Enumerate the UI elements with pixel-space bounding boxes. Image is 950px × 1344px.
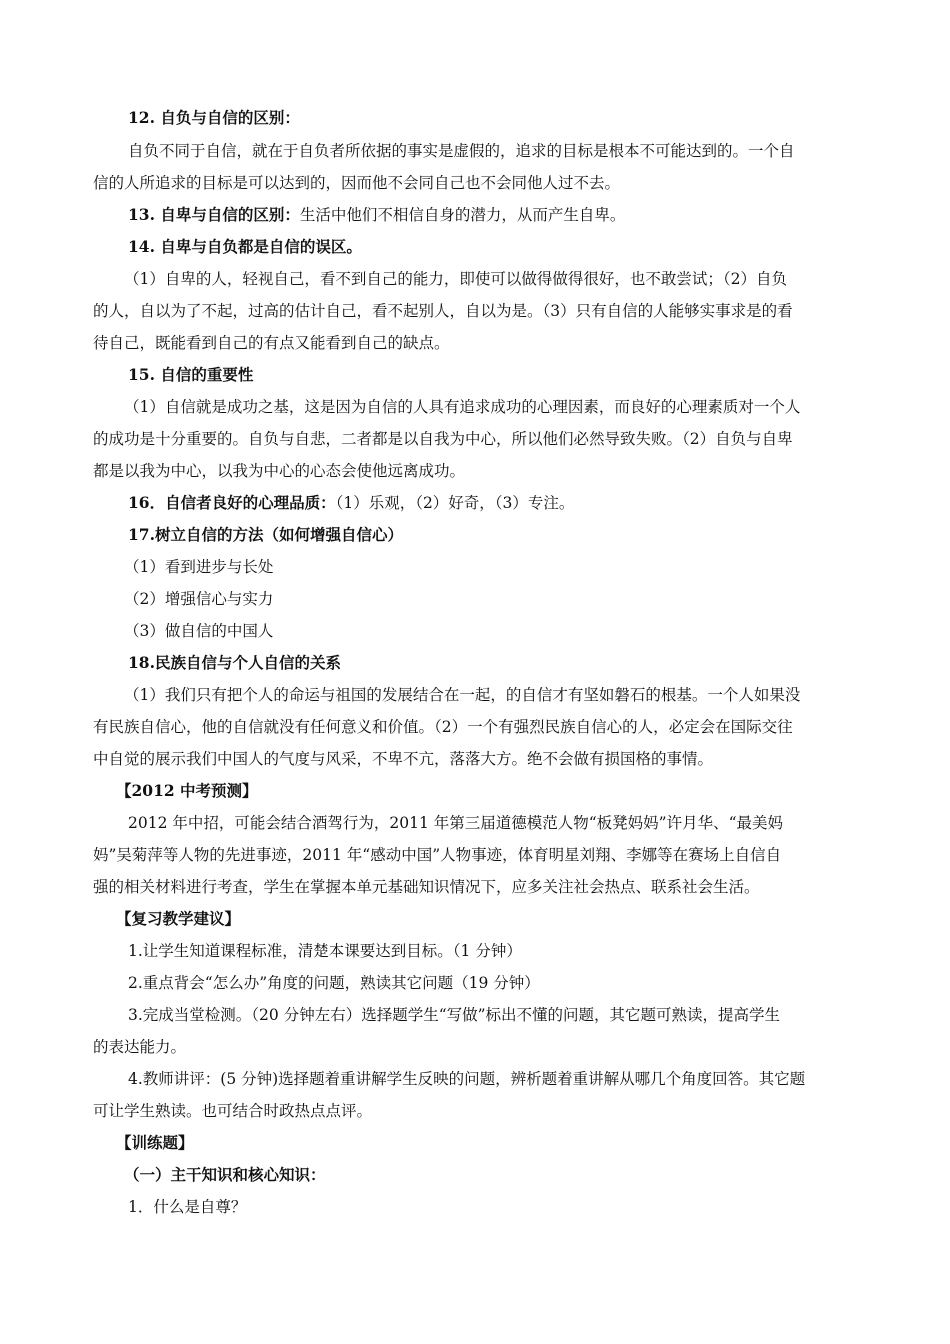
heading-16-text: （1）乐观，（2）好奇，（3）专注。: [335, 494, 575, 512]
heading-13: [128, 205, 625, 225]
section-heading-forecast: 【2012 中考预测】: [116, 781, 258, 800]
heading-18: 18.民族自信与个人自信的关系: [128, 653, 341, 672]
paragraph-line: （1）我们只有把个人的命运与祖国的发展结合在一起，的自信才有坚如磐石的根基。一个人如果没: [124, 686, 801, 704]
section-heading-exercises: 【训练题】: [116, 1133, 194, 1152]
heading-12: 12. 自负与自信的区别：: [128, 108, 300, 127]
paragraph-line: 待自己，既能看到自己的有点又能看到自己的缺点。: [93, 334, 450, 352]
paragraph-line: 自负不同于自信，就在于自负者所依据的事实是虚假的，追求的目标是根本不可能达到的。一个自: [128, 142, 795, 160]
heading-16: [128, 493, 574, 513]
section-heading-teaching: 【复习教学建议】: [116, 909, 241, 928]
paragraph-line: 有民族自信心，他的自信就没有任何意义和价值。（2）一个有强烈民族自信心的人，必定会在国际交往: [93, 718, 793, 736]
heading-14: 14. 自卑与自负都是自信的误区。: [128, 237, 362, 256]
list-item: 3.完成当堂检测。（20 分钟左右）选择题学生“写做”标出不懂的问题，其它题可熟读，提高学生: [128, 1006, 781, 1024]
paragraph-line: （1）自卑的人，轻视自己，看不到自己的能力，即使可以做得做得很好，也不敢尝试；（2）自负: [124, 270, 787, 288]
list-item: 2.重点背会“怎么办”角度的问题，熟读其它问题（19 分钟）: [128, 974, 540, 992]
list-item: （1）看到进步与长处: [124, 558, 274, 576]
paragraph-line: 2012 年中招，可能会结合酒驾行为，2011 年第三届道德模范人物“板凳妈妈”许月华、“最美妈: [128, 814, 784, 832]
paragraph-line: 妈”吴菊萍等人物的先进事迹，2011 年“感动中国”人物事迹，体育明星刘翔、李娜等在赛场上自信自: [93, 846, 782, 864]
paragraph-line: 可让学生熟读。也可结合时政热点点评。: [93, 1102, 373, 1120]
subsection-heading: （一）主干知识和核心知识：: [124, 1165, 326, 1184]
heading-15: 15. 自信的重要性: [128, 365, 254, 384]
question-item: 1．什么是自尊？: [128, 1198, 247, 1216]
list-item: 1.让学生知道课程标准，清楚本课要达到目标。（1 分钟）: [128, 942, 522, 960]
paragraph-line: 的人，自以为了不起，过高的估计自己，看不起别人，自以为是。（3）只有自信的人能够实事求是的看: [93, 302, 793, 320]
paragraph-line: 的成功是十分重要的。自负与自悲，二者都是以自我为中心，所以他们必然导致失败。（2）自负与自卑: [93, 430, 793, 448]
heading-17: 17.树立自信的方法（如何增强自信心）: [128, 525, 403, 544]
paragraph-line: 的表达能力。: [93, 1038, 187, 1056]
list-item: （3）做自信的中国人: [124, 622, 274, 640]
list-item: （2）增强信心与实力: [124, 590, 274, 608]
paragraph-line: 中自觉的展示我们中国人的气度与风采，不卑不亢，落落大方。绝不会做有损国格的事情。: [93, 750, 714, 768]
paragraph-line: 都是以我为中心，以我为中心的心态会使他远离成功。: [93, 462, 466, 480]
list-item: 4.教师讲评：(5 分钟)选择题着重讲解学生反映的问题，辨析题着重讲解从哪几个角度回答。其它题: [128, 1070, 806, 1088]
heading-13-text: 生活中他们不相信自身的潜力，从而产生自卑。: [299, 206, 626, 224]
paragraph-line: （1）自信就是成功之基，这是因为自信的人具有追求成功的心理因素，而良好的心理素质对一个人: [124, 398, 801, 416]
heading-13-label: 13. 自卑与自信的区别：: [128, 205, 300, 224]
paragraph-line: 信的人所追求的目标是可以达到的，因而他不会同自己也不会同他人过不去。: [93, 174, 621, 192]
heading-16-label: 16．自信者良好的心理品质：: [128, 493, 336, 512]
paragraph-line: 强的相关材料进行考查，学生在掌握本单元基础知识情况下，应多关注社会热点、联系社会生活。: [93, 878, 760, 896]
